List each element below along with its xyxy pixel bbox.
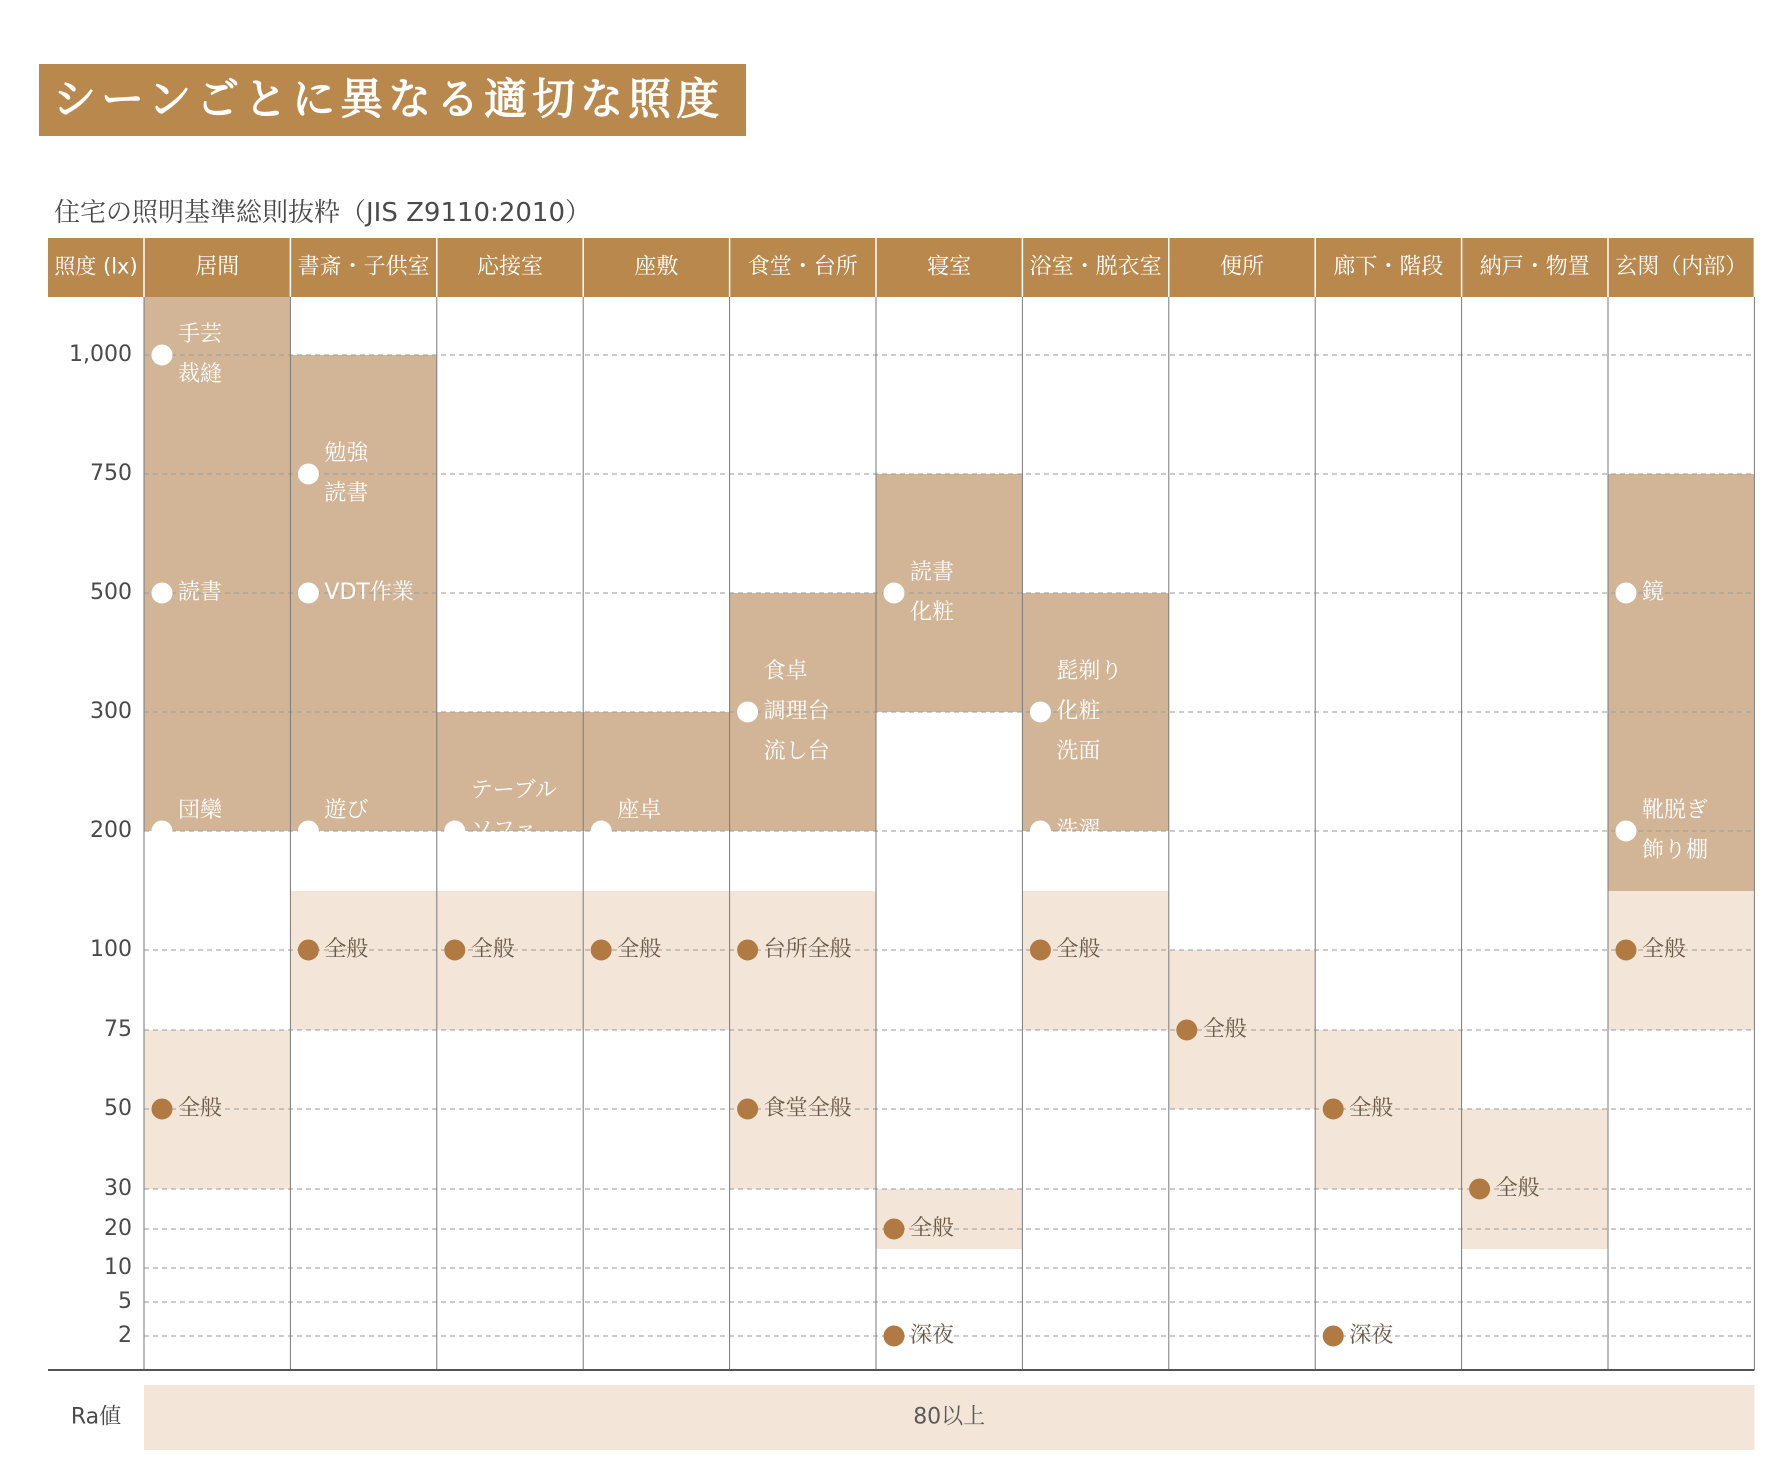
y-tick-label: 750 (90, 461, 132, 486)
open-point (1030, 702, 1050, 722)
point-label: 食堂全般 (763, 1096, 852, 1121)
point-label: 手芸 (178, 322, 223, 347)
column-header: 便所 (1219, 254, 1265, 280)
y-tick-label: 1,000 (69, 342, 132, 367)
open-point (298, 821, 318, 841)
point-label: 化粧 (910, 600, 955, 625)
point-label: 全般 (617, 937, 662, 962)
point-label: 全般 (324, 937, 369, 962)
point-label: 全般 (910, 1216, 955, 1241)
point-label: 読書 (178, 580, 223, 605)
point-label: 流し台 (763, 739, 830, 764)
point-label: 靴脱ぎ (1642, 798, 1709, 823)
point-label: 全般 (1495, 1176, 1540, 1201)
point-label: 洗濯 (1056, 818, 1101, 843)
column-header: 寝室 (927, 254, 972, 280)
column-header: 食堂・台所 (747, 254, 858, 280)
ra-label: Ra値 (70, 1404, 122, 1430)
point-label: 化粧 (1056, 699, 1101, 724)
y-tick-label: 300 (90, 699, 132, 724)
point-label: VDT作業 (324, 580, 414, 605)
point-label: 床の間 (617, 838, 684, 863)
point-label: 読書 (910, 560, 955, 585)
point-label: 全般 (1056, 937, 1101, 962)
point-label: ゲーム (324, 838, 391, 863)
filled-point (738, 940, 758, 960)
illuminance-band (437, 712, 583, 831)
y-tick-label: 500 (90, 580, 132, 605)
filled-point (1030, 940, 1050, 960)
open-point (298, 583, 318, 603)
point-label: 食卓 (763, 659, 808, 684)
filled-point (1323, 1099, 1343, 1119)
open-point (298, 464, 318, 484)
y-tick-label: 200 (90, 818, 132, 843)
y-tick-label: 20 (104, 1216, 132, 1241)
point-label: テーブル (470, 778, 557, 803)
open-point (591, 821, 611, 841)
open-point (884, 583, 904, 603)
y-tick-label: 30 (104, 1176, 132, 1201)
point-label: 深夜 (910, 1323, 955, 1348)
point-label: 勉強 (324, 441, 369, 466)
filled-point (591, 940, 611, 960)
axis-header: 照度 (lx) (54, 254, 138, 279)
chart-subtitle: 住宅の照明基準総則抜粋（JIS Z9110:2010） (54, 198, 592, 228)
open-point (152, 821, 172, 841)
page-title: シーンごとに異なる適切な照度 (53, 75, 725, 125)
point-label: 娯楽 (178, 838, 223, 863)
filled-point (1470, 1179, 1490, 1199)
point-label: 髭剃り (1056, 659, 1123, 684)
filled-point (738, 1099, 758, 1119)
point-label: 全般 (470, 937, 515, 962)
point-label: 読書 (324, 481, 369, 506)
y-tick-label: 10 (104, 1255, 132, 1280)
y-tick-label: 2 (118, 1323, 132, 1348)
column-header: 座敷 (634, 254, 679, 280)
point-label: 団欒 (178, 798, 223, 823)
point-label: 洗面 (1056, 739, 1101, 764)
filled-point (884, 1326, 904, 1346)
point-label: 座卓 (617, 798, 662, 823)
point-label: ソファ (470, 818, 537, 843)
column-header: 浴室・脱衣室 (1029, 254, 1162, 280)
point-label: 全般 (1642, 937, 1687, 962)
column-header: 廊下・階段 (1333, 254, 1444, 280)
y-tick-label: 75 (104, 1017, 132, 1042)
column-header: 応接室 (476, 254, 544, 280)
filled-point (1616, 940, 1636, 960)
y-tick-label: 5 (118, 1289, 132, 1314)
illuminance-band (730, 891, 876, 1189)
column-header: 書斎・子供室 (297, 254, 430, 280)
point-label: 飾り棚 (1642, 838, 1709, 863)
y-tick-label: 50 (104, 1096, 132, 1121)
point-label: 調理台 (763, 699, 830, 724)
open-point (445, 821, 465, 841)
point-label: 台所全般 (763, 937, 852, 962)
y-tick-label: 100 (90, 937, 132, 962)
point-label: 全般 (1202, 1017, 1247, 1042)
open-point (1030, 821, 1050, 841)
column-header: 玄関（内部） (1615, 254, 1748, 280)
point-label: 深夜 (1349, 1323, 1394, 1348)
point-label: 飾り棚 (470, 858, 537, 883)
point-label: 遊び (324, 798, 369, 823)
point-label: 裁縫 (178, 362, 223, 387)
column-header: 居間 (195, 254, 240, 280)
open-point (1616, 821, 1636, 841)
open-point (738, 702, 758, 722)
filled-point (1177, 1020, 1197, 1040)
open-point (1616, 583, 1636, 603)
open-point (152, 345, 172, 365)
filled-point (884, 1219, 904, 1239)
ra-value: 80以上 (913, 1404, 986, 1430)
open-point (152, 583, 172, 603)
filled-point (1323, 1326, 1343, 1346)
filled-point (298, 940, 318, 960)
point-label: 全般 (178, 1096, 223, 1121)
point-label: 鏡 (1642, 580, 1665, 605)
point-label: 全般 (1349, 1096, 1394, 1121)
filled-point (445, 940, 465, 960)
column-header: 納戸・物置 (1479, 254, 1590, 280)
filled-point (152, 1099, 172, 1119)
